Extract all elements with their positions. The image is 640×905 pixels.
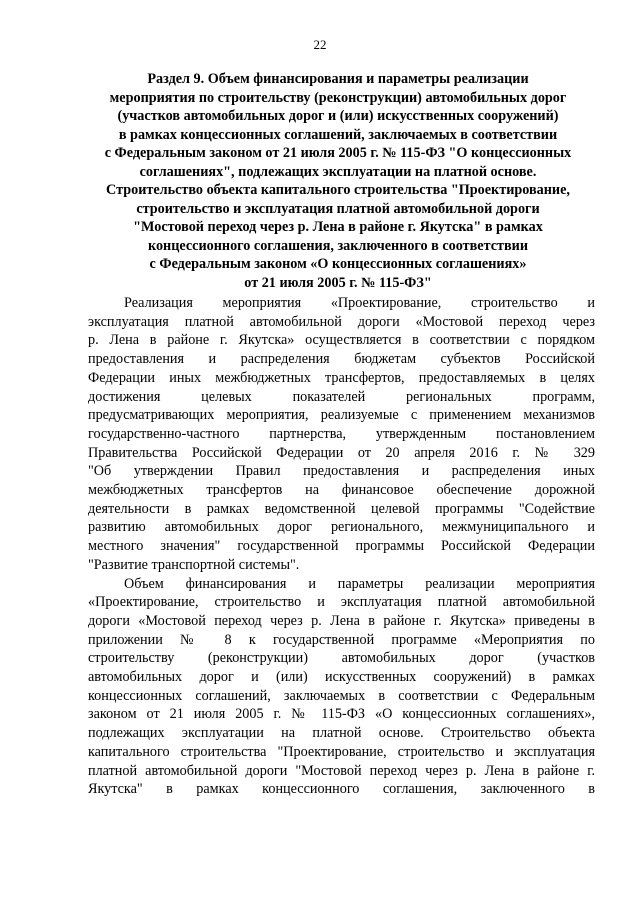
heading-line: строительство и эксплуатация платной автомобильной дороги bbox=[136, 200, 540, 217]
paragraph-line: развитию автомобильных дорог регионального, межмуниципального и bbox=[88, 519, 595, 536]
paragraph-line: Правительства Российской Федерации от 20 апреля 2016 г. № 329 bbox=[88, 444, 595, 461]
paragraph-line: местного значения" государственной программы Российской Федерации bbox=[88, 538, 595, 555]
heading-line: соглашениях", подлежащих эксплуатации на платной основе. bbox=[139, 163, 537, 180]
paragraph-line: законом от 21 июля 2005 г. № 115-ФЗ «О концессионных соглашениях», bbox=[88, 706, 595, 723]
paragraph-line: дороги «Мостовой переход через р. Лена в районе г. Якутска» приведены в bbox=[88, 612, 595, 629]
heading-line: Раздел 9. Объем финансирования и параметры реализации bbox=[147, 71, 529, 87]
paragraph-line: «Проектирование, строительство и эксплуатация платной автомобильной bbox=[88, 594, 595, 611]
paragraph-line: приложении № 8 к государственной программе «Мероприятия по bbox=[88, 631, 595, 648]
heading-line: с Федеральным законом от 21 июля 2005 г. № 115-ФЗ "О концессионных bbox=[104, 145, 572, 161]
body-text bbox=[88, 294, 595, 799]
heading-line: "Мостовой переход через р. Лена в районе г. Якутска" в рамках bbox=[133, 219, 543, 235]
paragraph-line: концессионных соглашений, заключаемых в соответствии с Федеральным bbox=[88, 687, 595, 704]
paragraph-line: межбюджетных трансфертов на финансовое обеспечение дорожной bbox=[88, 482, 595, 499]
paragraph-line: достижения целевых показателей региональных программ, bbox=[88, 388, 595, 405]
heading-line: мероприятия по строительству (реконструкции) автомобильных дорог bbox=[109, 89, 567, 106]
paragraph-line: Реализация мероприятия «Проектирование, строительство и bbox=[124, 295, 595, 311]
heading-line: от 21 июля 2005 г. № 115-ФЗ" bbox=[244, 274, 432, 291]
paragraph-line: Федерации иных межбюджетных трансфертов, предоставляемых в целях bbox=[88, 369, 595, 386]
paragraph-line: предусматривающих мероприятия, реализуемые с применением механизмов bbox=[88, 407, 595, 424]
paragraph-line: деятельности в рамках ведомственной целевой программы "Содействие bbox=[88, 500, 595, 517]
page-number: 22 bbox=[313, 37, 327, 52]
paragraph-line: эксплуатация платной автомобильной дороги «Мостовой переход через bbox=[88, 313, 595, 330]
paragraph-line: "Развитие транспортной системы". bbox=[88, 556, 300, 573]
section-heading bbox=[88, 70, 588, 292]
paragraph-line: "Об утверждении Правил предоставления и распределения иных bbox=[88, 463, 595, 480]
heading-line: (участков автомобильных дорог и (или) искусственных сооружений) bbox=[117, 108, 559, 124]
paragraph-line: Объем финансирования и параметры реализации мероприятия bbox=[124, 575, 595, 592]
paragraph-line: Якутска" в рамках концессионного соглашения, заключенного в bbox=[88, 781, 595, 798]
paragraph-line: автомобильных дорог и (или) искусственных сооружений) в рамках bbox=[88, 669, 595, 686]
paragraph-line: платной автомобильной дороги "Мостовой переход через р. Лена в районе г. bbox=[88, 762, 595, 779]
heading-line: Строительство объекта капитального строительства "Проектирование, bbox=[106, 182, 570, 198]
heading-line: с Федеральным законом «О концессионных соглашениях» bbox=[149, 256, 527, 272]
paragraph-line: государственно-частного партнерства, утвержденным постановлением bbox=[88, 425, 595, 442]
paragraph-line: капитального строительства "Проектирование, строительство и эксплуатация bbox=[88, 743, 595, 760]
paragraph-line: подлежащих эксплуатации на платной основе. Строительство объекта bbox=[88, 725, 595, 742]
paragraph-financing bbox=[88, 575, 595, 799]
heading-line: концессионного соглашения, заключенного в соответствии bbox=[147, 237, 529, 254]
paragraph-implementation bbox=[88, 294, 595, 575]
paragraph-line: предоставления и распределения бюджетам субъектов Российской bbox=[88, 351, 595, 368]
paragraph-line: р. Лена в районе г. Якутска» осуществляется в соответствии с порядком bbox=[88, 332, 595, 349]
heading-line: в рамках концессионных соглашений, заключаемых в соответствии bbox=[118, 126, 558, 143]
paragraph-line: строительству (реконструкции) автомобильных дорог (участков bbox=[88, 650, 595, 667]
